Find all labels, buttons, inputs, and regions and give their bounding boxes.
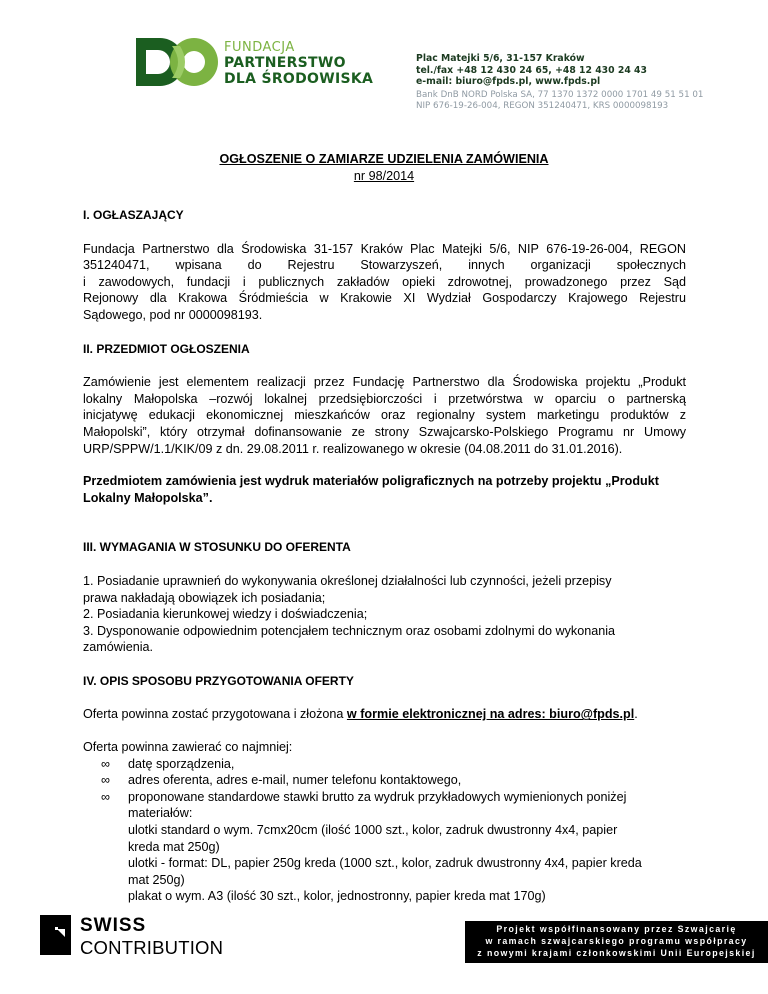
- logo-line-1: FUNDACJA: [224, 40, 295, 55]
- s2-line-2: lokalny Małopolska –rozwój lokalnej przedsiębiorczości i przetwórstwa w oparciu o partnerską: [83, 391, 686, 406]
- bullet-text: datę sporządzenia,: [128, 756, 235, 771]
- address-line: Plac Matejki 5/6, 31-157 Kraków: [416, 53, 585, 64]
- banner-line-1: Projekt współfinansowany przez Szwajcarię: [496, 924, 737, 934]
- material-line: kreda mat 250g): [128, 839, 220, 854]
- s4-intro-pre: Oferta powinna zostać przygotowana i złożona: [83, 707, 347, 722]
- title-number: nr 98/2014: [353, 169, 415, 183]
- s3-item-3: 3. Dysponowanie odpowiednim potencjałem technicznym oraz osobami zdolnymi do wykonania: [83, 623, 616, 638]
- swiss-flag-icon: [40, 915, 71, 955]
- bullet-icon: ∞: [101, 756, 110, 771]
- s1-line-3: i zawodowych, fundacji i publicznych zakładów opieki zdrowotnej, prowadzonego przez Sąd: [83, 274, 686, 289]
- list-item: [101, 789, 686, 806]
- bullet-icon: ∞: [101, 789, 110, 804]
- banner-line-3: z nowymi krajami członkowskimi Unii Europejskiej: [477, 948, 756, 958]
- s3-item-1: 1. Posiadanie uprawnień do wykonywania określonej działalności lub czynności, jeżeli przepisy: [83, 573, 612, 588]
- bank-info: [416, 90, 703, 112]
- material-line: ulotki standard o wym. 7cmx20cm (ilość 1000 szt., kolor, zadruk dwustronny 4x4, papier: [128, 823, 618, 838]
- s2-line-1: Zamówienie jest elementem realizacji przez Fundację Partnerstwo dla Środowiska projektu „Produkt: [83, 375, 686, 390]
- s1-line-4: Rejonowy dla Krakowa Śródmieścia w Krakowie XI Wydział Gospodarczy Krajowego Rejestru: [83, 291, 686, 306]
- contact-info: [416, 53, 647, 88]
- s1-line-1: Fundacja Partnerstwo dla Środowiska 31-157 Kraków Plac Matejki 5/6, NIP 676-19-26-004, REGON: [83, 241, 686, 256]
- list-item: [101, 772, 686, 789]
- foundation-name: [224, 40, 373, 87]
- document-body: [83, 207, 686, 905]
- s3-item-2: 2. Posiadania kierunkowej wiedzy i doświadczenia;: [83, 607, 368, 622]
- s1-line-2: 351240471, wpisana do Rejestru Stowarzyszeń, innych organizacji społecznych: [83, 258, 686, 273]
- s2-line-5: URP/SPPW/1.1/KIK/09 z dn. 29.08.2011 r. realizowanego w okresie (04.08.2011 do 31.01.2016).: [83, 441, 623, 456]
- s1-line-5: Sądowego, pod nr 0000098193.: [83, 307, 263, 322]
- logo-line-3: DLA ŚRODOWISKA: [224, 71, 374, 87]
- s4-intro-post: .: [634, 707, 638, 722]
- material-line: plakat o wym. A3 (ilość 30 szt., kolor, jednostronny, papier kreda mat 170g): [128, 889, 546, 904]
- material-line: ulotki - format: DL, papier 250g kreda (1000 szt., kolor, zadruk dwustronny 4x4, papier kreda: [128, 856, 642, 871]
- contribution-label: CONTRIBUTION: [80, 937, 224, 958]
- materials-label: materiałów:: [128, 806, 193, 821]
- s4-intro: [83, 706, 686, 723]
- document-title: [0, 151, 768, 185]
- bullet-icon: ∞: [101, 773, 110, 788]
- s2-line-4: Małopolski”, który otrzymał dofinansowanie ze strony Szwajcarsko-Polskiego Programu nr Umowy: [83, 424, 686, 439]
- swiss-label: SWISS: [80, 915, 147, 936]
- banner-line-2: w ramach szwajcarskiego programu współpracy: [485, 936, 748, 946]
- s3-item-1-cont: prawa nakładają obowiązek ich posiadania;: [83, 590, 326, 605]
- phone-line: tel./fax +48 12 430 24 65, +48 12 430 24 43: [416, 64, 647, 76]
- s4-list-intro: Oferta powinna zawierać co najmniej:: [83, 740, 293, 755]
- s4-bullet-list: [83, 756, 686, 806]
- bullet-text: proponowane standardowe stawki brutto za wydruk przykładowych wymienionych poniżej: [128, 789, 627, 804]
- s4-email-link[interactable]: w formie elektronicznej na adres: biuro@fpds.pl: [346, 707, 635, 722]
- bullet-3-continuation: [83, 805, 686, 905]
- section-2-heading: II. PRZEDMIOT OGŁOSZENIA: [83, 341, 250, 356]
- foundation-logo-icon: [132, 34, 222, 90]
- section-1-heading: I. OGŁASZAJĄCY: [83, 208, 184, 222]
- logo-line-2: PARTNERSTWO: [224, 55, 346, 71]
- s2-bold-line-1: Przedmiotem zamówienia jest wydruk materiałów poligraficznych na potrzeby projektu „Produkt: [83, 474, 659, 489]
- title-main: OGŁOSZENIE O ZAMIARZE UDZIELENIA ZAMÓWIENIA: [219, 152, 549, 166]
- section-4-heading: IV. OPIS SPOSOBU PRZYGOTOWANIA OFERTY: [83, 673, 354, 688]
- bank-line: Bank DnB NORD Polska SA, 77 1370 1372 0000 1701 49 51 51 01: [416, 90, 704, 100]
- registry-line: NIP 676-19-26-004, REGON 351240471, KRS 0000098193: [416, 101, 669, 111]
- bullet-text: adres oferenta, adres e-mail, numer telefonu kontaktowego,: [128, 773, 462, 788]
- material-line: mat 250g): [128, 872, 185, 887]
- s3-item-3-cont: zamówienia.: [83, 640, 153, 655]
- list-item: [101, 756, 686, 773]
- s2-bold-line-2: Lokalny Małopolska”.: [83, 490, 213, 505]
- email-line: e-mail: biuro@fpds.pl, www.fpds.pl: [416, 76, 601, 87]
- section-3-heading: III. WYMAGANIA W STOSUNKU DO OFERENTA: [83, 540, 351, 555]
- s2-line-3: inicjatywę edukacji ekonomicznej mieszkańców oraz regionalny system marketingu produktów z: [83, 408, 686, 423]
- project-cofinancing-banner: [465, 921, 768, 963]
